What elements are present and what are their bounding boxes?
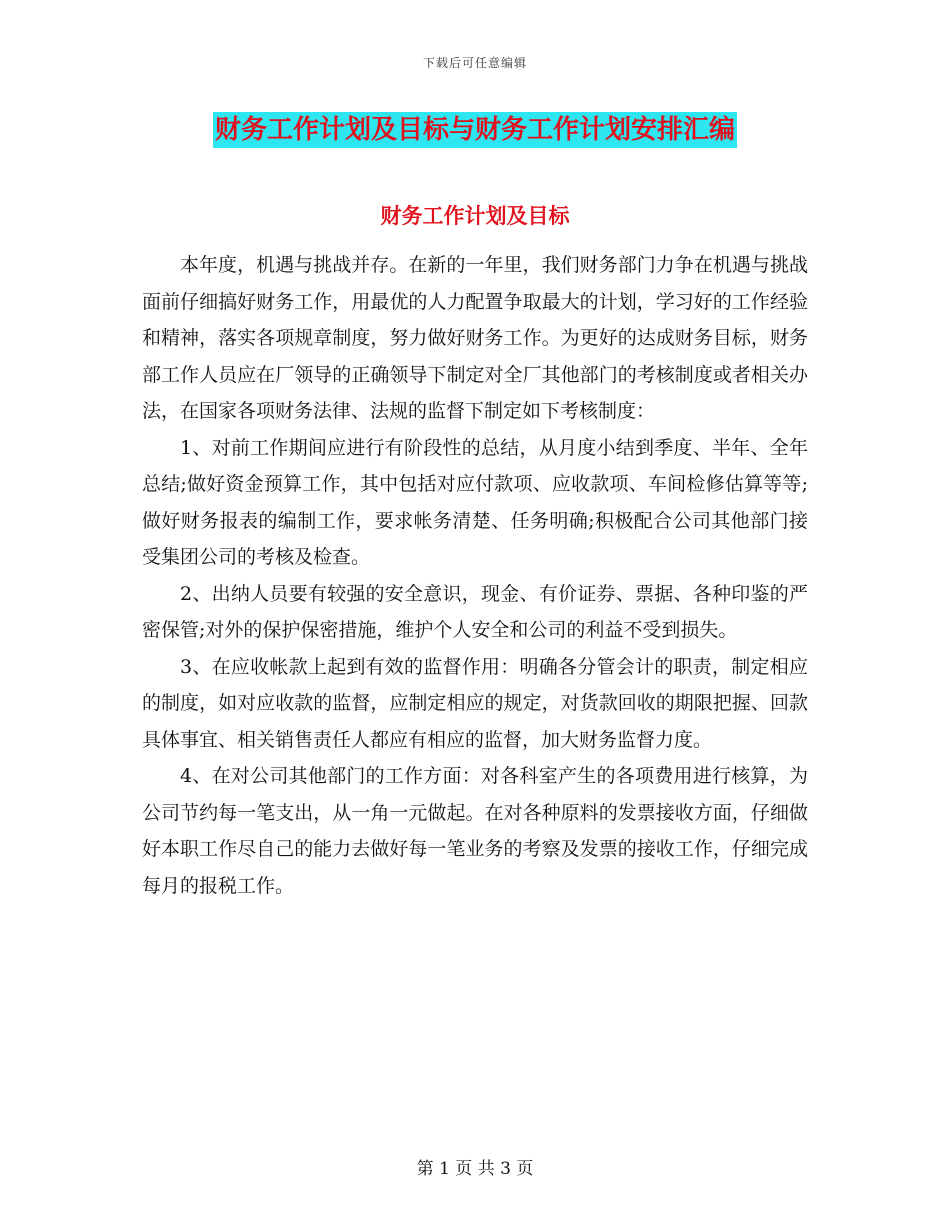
section-title: 财务工作计划及目标 — [380, 203, 570, 228]
document-title-container — [0, 112, 950, 148]
paragraph-item-4: 4、在对公司其他部门的工作方面：对各科室产生的各项费用进行核算，为公司节约每一笔支出，从一角一元做起。在对各种原料的发票接收方面，仔细做好本职工作尽自己的能力去做好每一笔业务的考察及发票的接收工作，仔细完成每月的报税工作。 — [142, 765, 808, 897]
paragraph-item-1: 1、对前工作期间应进行有阶段性的总结，从月度小结到季度、半年、全年总结;做好资金预算工作，其中包括对应付款项、应收款项、车间检修估算等等;做好财务报表的编制工作，要求帐务清楚、任务明确;积极配合公司其他部门接受集团公司的考核及检查。 — [142, 436, 808, 568]
document-body — [142, 247, 808, 904]
paragraph-intro: 本年度，机遇与挑战并存。在新的一年里，我们财务部门力争在机遇与挑战面前仔细搞好财务工作，用最优的人力配置争取最大的计划，学习好的工作经验和精神，落实各项规章制度，努力做好财务工作。为更好的达成财务目标，财务部工作人员应在厂领导的正确领导下制定对全厂其他部门的考核制度或者相关办法，在国家各项财务法律、法规的监督下制定如下考核制度： — [142, 254, 808, 422]
paragraph-item-2: 2、出纳人员要有较强的安全意识，现金、有价证券、票据、各种印鉴的严密保管;对外的保护保密措施，维护个人安全和公司的利益不受到损失。 — [142, 582, 808, 641]
page-number-footer: 第 1 页 共 3 页 — [416, 1159, 534, 1179]
paragraph-item-3: 3、在应收帐款上起到有效的监督作用：明确各分管会计的职责，制定相应的制度，如对应收款的监督，应制定相应的规定，对货款回收的期限把握、回款具体事宜、相关销售责任人都应有相应的监督，加大财务监督力度。 — [142, 655, 808, 751]
document-title: 财务工作计划及目标与财务工作计划安排汇编 — [213, 112, 737, 148]
page-header-note: 下载后可任意编辑 — [422, 56, 527, 70]
